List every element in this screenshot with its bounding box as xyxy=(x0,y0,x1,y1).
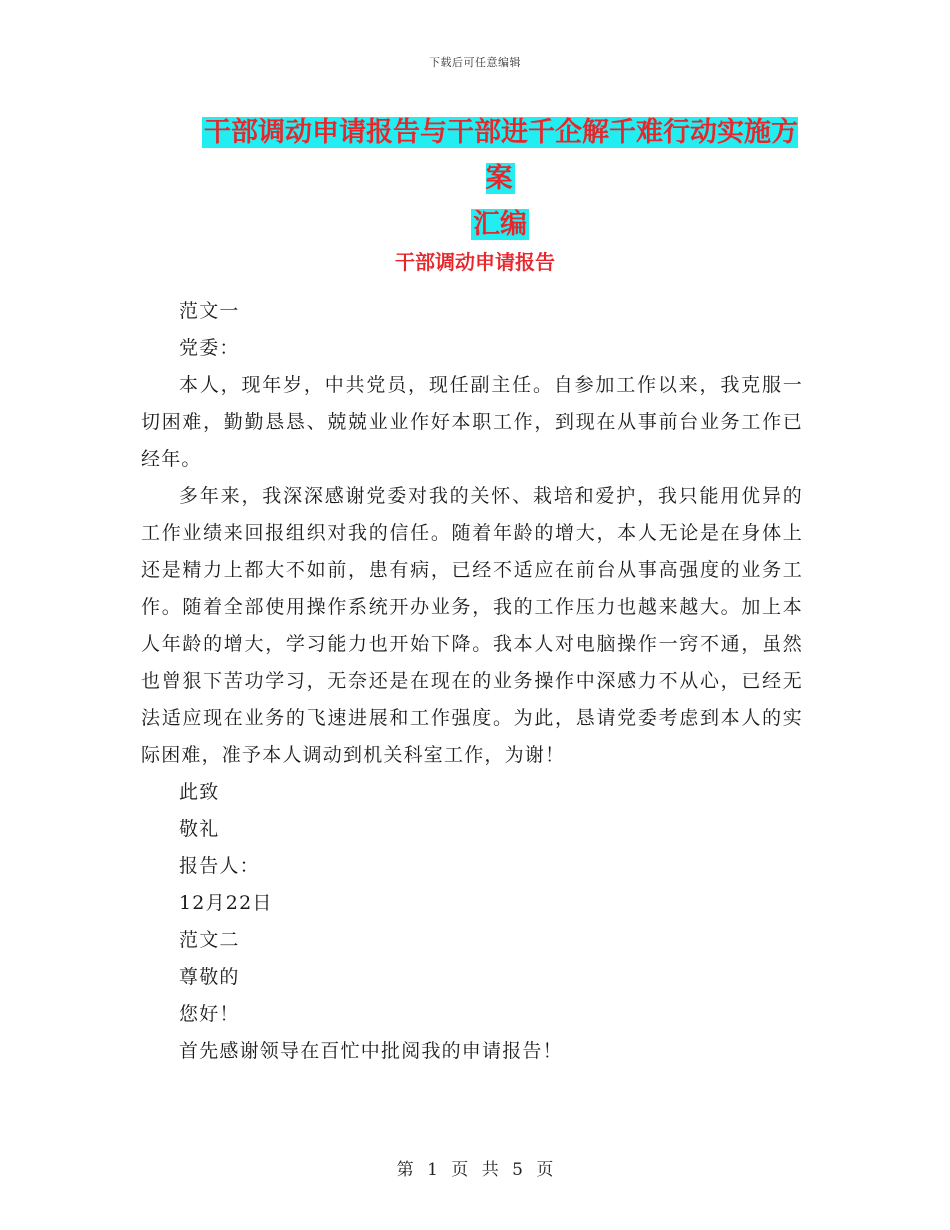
paragraph: 范文二 xyxy=(179,929,240,951)
paragraph: 敬礼 xyxy=(179,818,220,840)
paragraph: 多年来，我深深感谢党委对我的关怀、栽培和爱护，我只能用优异的工作业绩来回报组织对我的信任。随着年龄的增大，本人无论是在身体上还是精力上都大不如前，患有病，已经不适应在前台从事高强度的业务工作。随着全部使用操作系统开办业务，我的工作压力也越来越大。加上本人年龄的增大，学习能力也开始下降。我本人对电脑操作一窍不通，虽然也曾狠下苦功学习，无奈还是在现在的业务操作中深感力不从心，已经无法适应现在业务的飞速进展和工作强度。为此，恳请党委考虑到本人的实际困难，准予本人调动到机关科室工作，为谢！ xyxy=(141,485,803,766)
paragraph: 首先感谢领导在百忙中批阅我的申请报告！ xyxy=(179,1040,563,1062)
document-title-line-1: 干部调动申请报告与干部进千企解千难行动实施方案 xyxy=(204,117,798,194)
paragraph: 尊敬的 xyxy=(179,966,240,988)
paragraph: 本人，现年岁，中共党员，现任副主任。自参加工作以来，我克服一切困难，勤勤恳恳、兢兢业业作好本职工作，到现在从事前台业务工作已经年。 xyxy=(141,374,803,470)
page-number-footer: 第 1 页 共 5 页 xyxy=(396,1160,554,1180)
paragraph: 此致 xyxy=(179,781,220,803)
paragraph: 您好！ xyxy=(179,1003,240,1025)
paragraph: 报告人： xyxy=(179,855,260,877)
paragraph: 范文一 xyxy=(179,300,240,322)
paragraph: 12月22日 xyxy=(179,892,273,914)
document-title xyxy=(190,110,810,248)
document-title-line-2: 汇编 xyxy=(473,209,527,240)
page-header-note: 下载后可任意编辑 xyxy=(429,56,521,69)
paragraph: 党委： xyxy=(179,337,240,359)
document-body xyxy=(141,293,803,1070)
section-title: 干部调动申请报告 xyxy=(395,250,555,274)
